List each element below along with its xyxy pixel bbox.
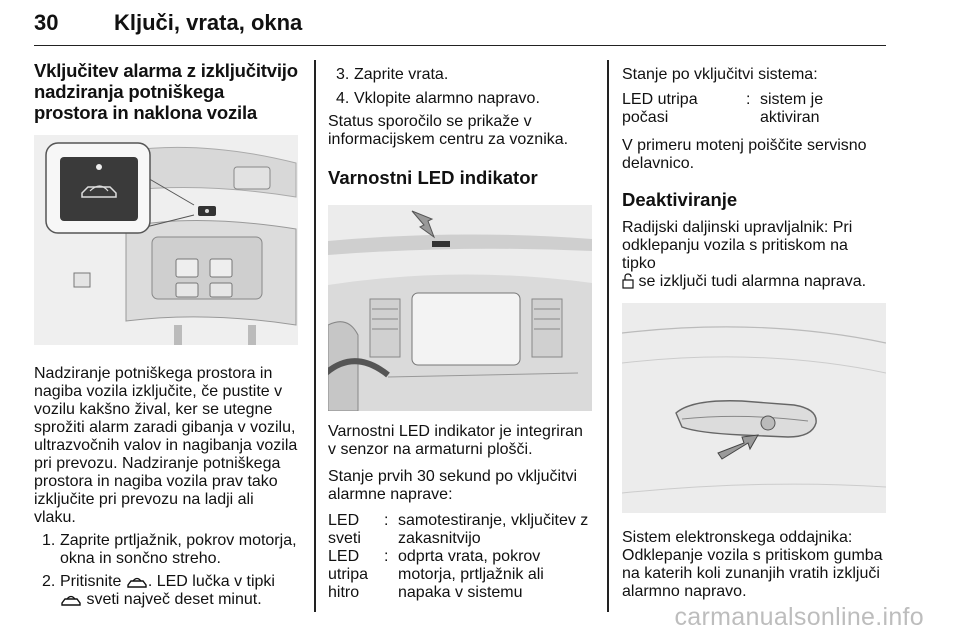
body-paragraph: Varnostni LED indikator je integriran v senzor na armaturni plošči. [328,423,583,458]
deflist-desc: sistem je aktiviran [760,91,824,126]
list-item-text: sveti največ deset minut. [86,591,262,608]
watermark: carmanualsonline.info [674,603,924,631]
list-item-number: 4. [336,90,350,107]
body-paragraph: Status sporočilo se prikaže v informacijskem centru za voznika. [328,113,569,148]
column-2 [328,60,592,602]
led-status-list [328,512,592,602]
dashboard-led-illustration [328,205,592,411]
body-paragraph: Nadziranje potniškega prostora in nagiba vozila izključite, če pustite v vozilu kakšno žival, ker se utegne sprožiti alarm zaradi gibanja v vozilu, ultrazvočnih valov in nagibanja vozila pri prevozu. Nadziranje potniškega prostora in nagiba vozila prav tako izključite pri prevozu na ladji ali vlaku. [34,365,298,526]
deflist-term: LED sveti [328,512,361,547]
list-item-text: . LED lučka v tipki [147,573,275,590]
unlock-icon [622,273,634,289]
body-paragraph: Stanje prvih 30 sekund po vključitvi alarmne naprave: [328,468,578,503]
list-item-number: 3. [336,66,350,83]
page-header [34,6,886,46]
list-item-number: 1. [42,532,56,549]
deflist-desc: samotestiranje, vključitev z zakasnitvijo [398,512,589,547]
body-paragraph: Sistem elektronskega oddajnika: Odklepanje vozila s pritiskom gumba na katerih koli zunanjih vratih izključi alarmno napravo. [622,529,883,600]
column-divider [607,60,609,612]
deflist-sep: : [384,512,389,529]
body-text: Radijski daljinski upravljalnik: Pri odklepanju vozila s pritiskom na tipko [622,219,853,272]
chapter-title: Ključi, vrata, okna [114,10,303,35]
overhead-console-illustration [34,135,298,345]
list-item-text: Zaprite prtljažnik, pokrov motorja, okna in sončno streho. [60,532,297,567]
body-paragraph: V primeru motenj poiščite servisno delavnico. [622,137,867,172]
column-divider [314,60,316,612]
deflist-sep: : [746,91,751,108]
deflist-term: LED utripa počasi [622,91,698,126]
column-3 [622,60,886,601]
car-alarm-button-icon [126,575,148,589]
body-text: se izključi tudi alarmna naprava. [638,273,867,290]
list-item-text: Vklopite alarmno napravo. [354,90,540,107]
body-paragraph: Stanje po vključitvi sistema: [622,66,818,83]
list-item [34,532,298,568]
led-status-list [622,91,886,127]
list-item-number: 2. [42,573,56,590]
deflist-term: LED utripa hitro [328,548,369,601]
list-item-text: Pritisnite [60,573,122,590]
section-heading: Varnostni LED indikator [328,167,538,188]
deflist-desc: odprta vrata, pokrov motorja, prtljažnik ali napaka v sistemu [398,548,544,601]
deflist-sep: : [384,548,389,565]
list-item [34,573,298,609]
door-handle-illustration [622,303,886,513]
list-item-text: Zaprite vrata. [354,66,449,83]
body-paragraph [622,219,886,291]
section-heading: Vključitev alarma z izključitvijo nadziranja potniškega prostora in naklona vozila [34,60,298,123]
car-alarm-button-icon [60,593,82,607]
section-heading: Deaktiviranje [622,189,738,210]
column-1 [34,60,298,609]
page-number: 30 [34,10,59,35]
list-item [328,66,592,84]
list-item [328,90,592,108]
